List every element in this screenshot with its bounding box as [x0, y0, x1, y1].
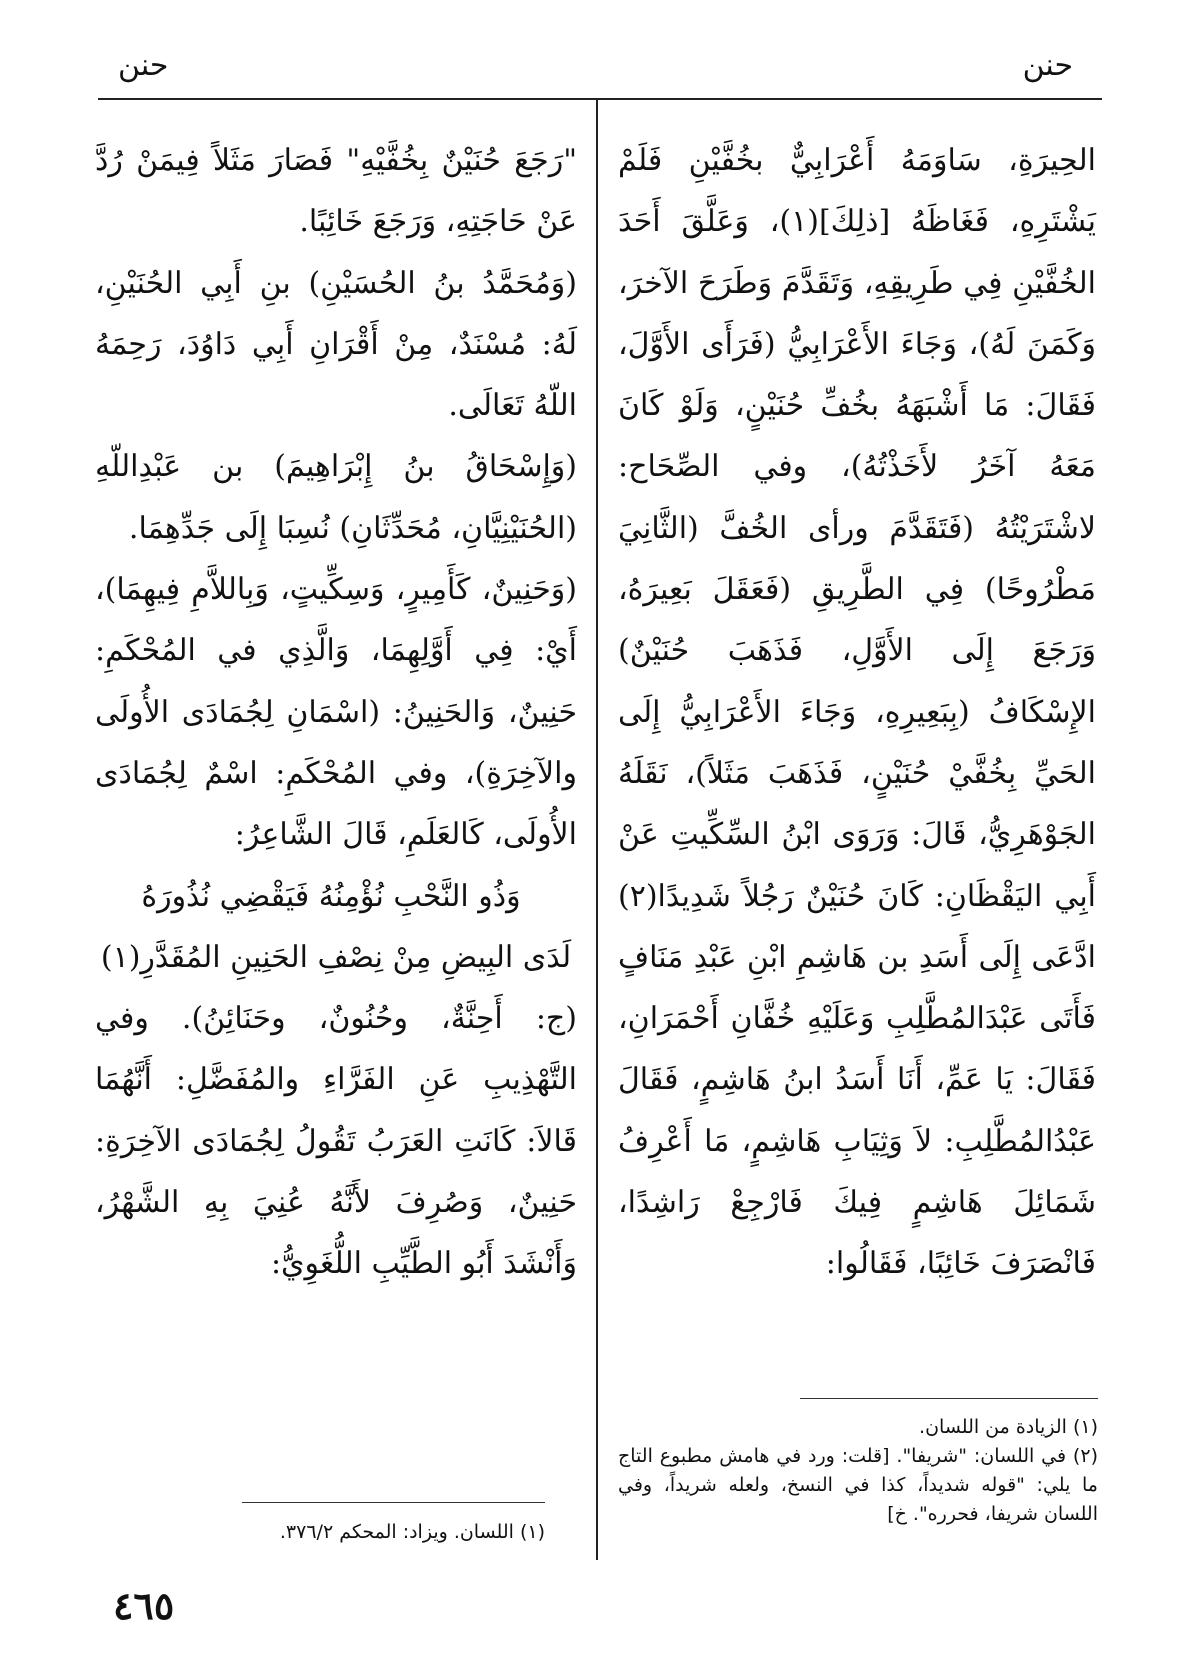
footnote: (٢) في اللسان: "شريفا". [قلت: ورد في هامش مطبوع التاج ما يلي: "قوله شديداً، كذا في النسخ، ولعله شريداً، وفي اللسان شريفا، فحرره". خ] — [618, 1445, 1098, 1525]
running-header-left: حنن — [118, 48, 169, 83]
footnotes-right — [618, 1413, 1098, 1529]
left-column-paragraph: (وَإِسْحَاقُ بنُ إِبْرَاهِيمَ) بن عَبْدِاللّهِ (الحُنَيْنِيَّانِ، مُحَدِّثَانِ) نُسِبَا إِلَى جَدِّهِمَا. — [95, 449, 577, 546]
footnote: (١) الزيادة من اللسان. — [919, 1416, 1098, 1438]
running-header-right: حنن — [1022, 48, 1073, 83]
left-column-paragraph: (وَحَنِينٌ، كَأَمِيرٍ، وَسِكِّيتٍ، وَبِاللاَّمِ فِيهِمَا)، أَيْ: فِي أَوَّلِهِمَا، وَالَّذِي في المُحْكَمِ: حَنِينٌ، وَالحَنِينُ: (اسْمَانِ لِجُمَادَى الأُولَى والآخِرَةِ)، وفي المُحْكَمِ: اسْمٌ لِجُمَادَى الأُولَى، كَالعَلَمِ، قَالَ الشَّاعِرُ: — [95, 572, 577, 853]
footnote-rule-right — [800, 1398, 1098, 1399]
left-column-paragraph: (وَمُحَمَّدُ بنُ الحُسَيْنِ) بنِ أَبِي الحُنَيْنِ، لَهُ: مُسْنَدٌ، مِنْ أَقْرَانِ أَبِي دَاوُدَ، رَحِمَهُ اللّهُ تَعَالَى. — [95, 265, 577, 424]
footnote: (١) اللسان. ويزاد: المحكم ٣٧٦/٢. — [279, 1521, 545, 1543]
verse-line-2: لَدَى البِيضِ مِنْ نِصْفِ الحَنِينِ المُقَدَّرِ(١) — [100, 939, 572, 975]
left-column — [95, 130, 577, 1295]
right-column — [618, 130, 1096, 1295]
page-number: ٤٦٥ — [113, 1583, 175, 1628]
left-column-paragraph: (ج: أَحِنَّةٌ، وحُنُونٌ، وحَنَائِنُ). وفي التَّهْذِيبِ عَنِ الفَرَّاءِ والمُفَضَّلِ: أَنَّهُمَا قَالاَ: كَانَتِ العَرَبُ تَقُولُ لِجُمَادَى الآخِرَةِ: حَنِينٌ، وَصُرِفَ لأَنَّهُ عُنِيَ بِهِ الشَّهْرُ، وَأَنْشَدَ أَبُو الطَّيِّبِ اللُّغَوِيُّ: — [95, 1001, 577, 1282]
column-divider — [596, 100, 598, 1560]
right-column-paragraph: الحِيرَةِ، سَاوَمَهُ أَعْرَابِيٌّ بخُفَّيْنِ فَلَمْ يَشْتَرِهِ، فَغَاظَهُ [ذلِكَ](١)، وَعَلَّقَ أَحَدَ الخُفَّيْنِ فِي طَرِيقِهِ، وَتَقَدَّمَ وَطَرَحَ الآخرَ، وَكَمَنَ لَهُ)، وَجَاءَ الأَعْرَابِيُّ (فَرَأَى الأَوَّلَ، فَقَالَ: مَا أَشْبَهَهُ بخُفِّ حُنَيْنٍ، وَلَوْ كَانَ مَعَهُ آخَرُ لأَخَذْتُهُ)، وفي الصِّحَاح: لاشْتَرَيْتُهُ (فَتَقَدَّمَ ورأى الخُفَّ (الثَّانِيَ مَطْرُوحًا) فِي الطَّرِيقِ (فَعَقَلَ بَعِيرَهُ، وَرَجَعَ إِلَى الأَوَّلِ، فَذَهَبَ حُنَيْنٌ) الإِسْكَافُ (بِبَعِيرِهِ، وَجَاءَ الأَعْرَابِيُّ إِلَى الحَيِّ بِخُفَّيْ حُنَيْنٍ، فَذَهَبَ مَثَلاً)، نَقَلَهُ الجَوْهَرِيُّ، قَالَ: وَرَوَى ابْنُ السِّكِّيتِ عَنْ أَبِي اليَقْظَانِ: كَانَ حُنَيْنٌ رَجُلاً شَدِيدًا(٢) ادَّعَى إِلَى أَسَدِ بن هَاشِمِ ابْنِ عَبْدِ مَنَافٍ فَأَتَى عَبْدَالمُطَّلِبِ وَعَلَيْهِ خُفَّانِ أَحْمَرَانِ، فَقَالَ: يَا عَمِّ، أَنَا أَسَدُ ابنُ هَاشِمٍ، فَقَالَ عَبْدُالمُطَّلِبِ: لاَ وَثِيَابِ هَاشِمٍ، مَا أَعْرِفُ شَمَائِلَ هَاشِمٍ فِيكَ فَارْجِعْ رَاشِدًا، فَانْصَرَفَ خَائِبًا، فَقَالُوا: — [618, 143, 1096, 1282]
left-column-paragraph: "رَجَعَ حُنَيْنٌ بِخُفَّيْهِ" فَصَارَ مَثَلاً فِيمَنْ رُدَّ عَنْ حَاجَتِهِ، وَرَجَعَ خَائِبًا. — [95, 143, 577, 240]
footnotes-left — [245, 1518, 545, 1547]
verse-line-1: وَذُو النَّحْبِ نُؤْمِنُهُ فَيَقْضِي نُذُورَهُ — [141, 878, 521, 914]
header-rule — [98, 98, 1102, 100]
footnote-rule-left — [242, 1502, 545, 1503]
